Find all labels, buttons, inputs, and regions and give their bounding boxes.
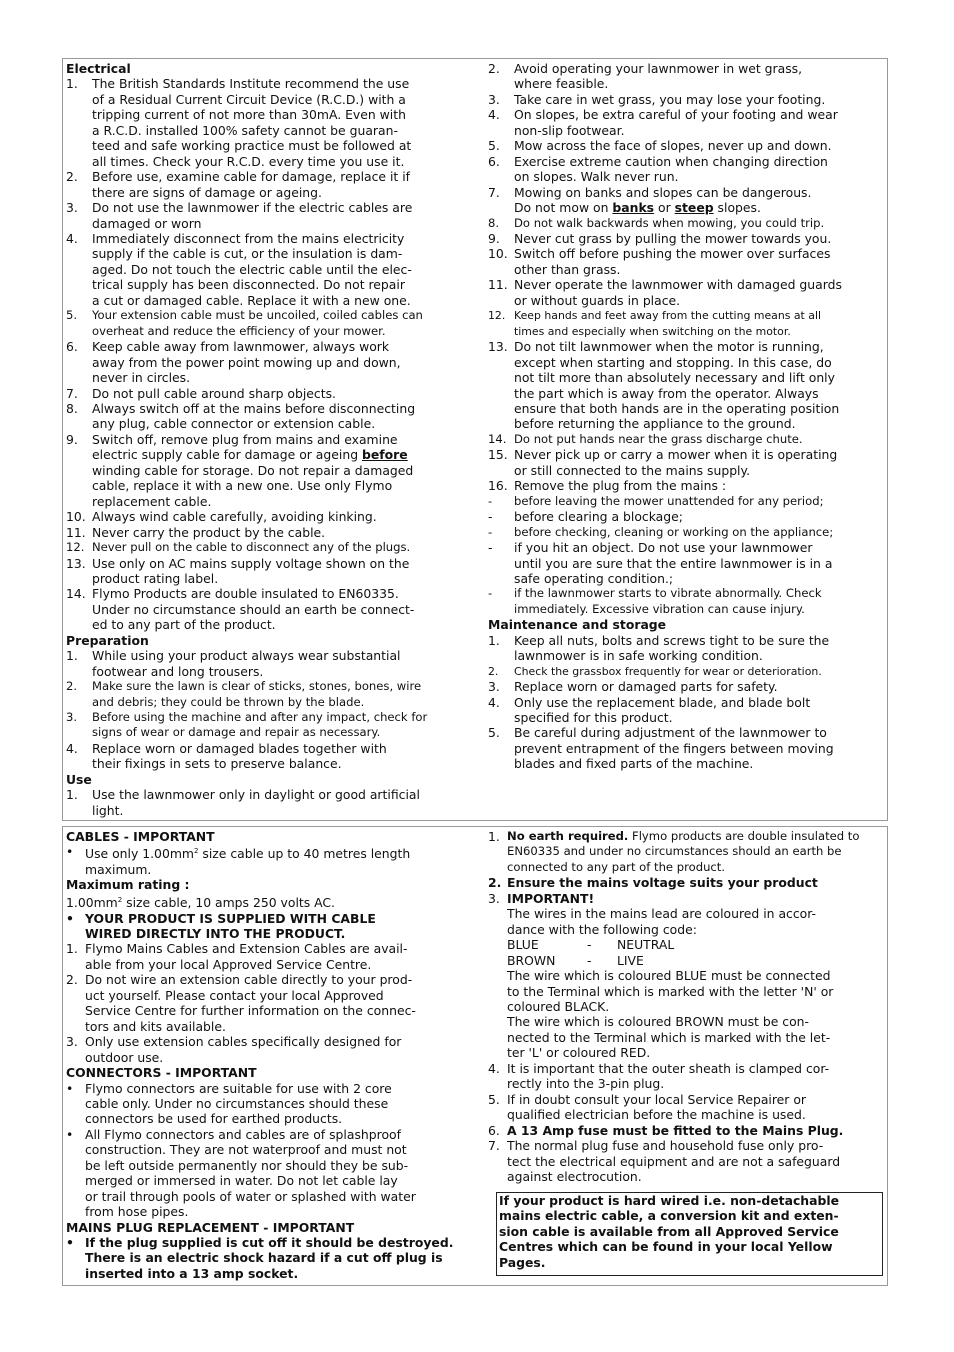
list-item: 2. Make sure the lawn is clear of sticks, stones, bones, wire and debris; they could be thrown by the blade. — [66, 679, 422, 709]
list-item: 6. Keep cable away from lawnmower, always work away from the power point mowing up and down, never in circles. — [66, 339, 401, 386]
list-item: 3. Only use extension cables specifically designed for outdoor use. — [66, 1034, 402, 1065]
list-item: 4. Replace worn or damaged blades together with their fixings in sets to preserve balance. — [66, 740, 387, 772]
dash-item: - if you hit an object. Do not use your lawnmower until you are sure that the entire lawnmower is in a safe operating condition.; — [488, 540, 833, 586]
bullet-item: • Use only $1.00mm^2$ size cable up to 40 metres length maximum. — [66, 844, 411, 878]
bullet-item: • YOUR PRODUCT IS SUPPLIED WITH CABLE WIRED DIRECTLY INTO THE PRODUCT. — [66, 910, 376, 941]
list-item: 5. Your extension cable must be uncoiled, coiled cables can overheat and reduce the efficiency of your mower. — [66, 308, 423, 338]
list-item: 1. The British Standards Institute recommend the use of a Residual Current Circuit Device (R.C.D.) with a tripping current of not more than 30mA. Even with a R.C.D. installed 100% safety cannot be guaran- teed and safe working practice must be followed at all times. Check your R.C.D. every time you use it. — [66, 76, 412, 169]
list-item: 13. Do not tilt lawnmower when the motor is running, except when starting and stopping. In this case, do not tilt more than absolutely necessary and lift only the part which is away from the operator. Always ensure that both hands are in the operating position before returning the appliance to the ground. — [488, 339, 840, 432]
list-item: 3. Do not use the lawnmower if the electric cables are damaged or worn — [66, 200, 413, 231]
hard-wired-note: If your product is hard wired i.e. non-detachable mains electric cable, a conversion kit and exten- sion cable is available from all Approved Service Centres which can be found in your local Yellow Pages. — [496, 1192, 883, 1276]
list-item: 4. Only use the replacement blade, and blade bolt specified for this product. — [488, 694, 811, 726]
list-item: 11. Never operate the lawnmower with damaged guards or without guards in place. — [488, 277, 842, 308]
safety-instructions-box — [62, 58, 888, 821]
list-item: 14. Do not put hands near the grass discharge chute. — [488, 431, 803, 446]
bullet-item: • Flymo connectors are suitable for use with 2 core cable only. Under no circumstances should these connectors be used for earthed products. — [66, 1080, 392, 1127]
use-heading: Use — [66, 771, 92, 787]
list-item: 2. Before use, examine cable for damage, replace it if there are signs of damage or ageing. — [66, 169, 411, 200]
left-column — [66, 61, 464, 818]
connectors-heading: CONNECTORS - IMPORTANT — [66, 1065, 257, 1081]
electrical-heading: Electrical — [66, 61, 131, 76]
dash-item: - before leaving the mower unattended for any period; — [488, 493, 824, 508]
bullet-item: • All Flymo connectors and cables are of splashproof construction. They are not waterproof and must not be left outside permanently nor should they be sub- merged or immersed in water. Do not let cable lay or trail through pools of water or splashed with water from hose pipes. — [66, 1126, 416, 1220]
list-item: 6. A 13 Amp fuse must be fitted to the Mains Plug. — [488, 1122, 844, 1138]
list-item: 16. Remove the plug from the mains : — [488, 478, 727, 494]
cables-heading: CABLES - IMPORTANT — [66, 829, 215, 844]
list-item: 14. Flymo Products are double insulated to EN60335. Under no circumstance should an earth be connect- ed to any part of the product. — [66, 586, 415, 633]
list-item: 9. Switch off, remove plug from mains and examine electric supply cable for damage or ageing before winding cable for storage. Do not repair a damaged cable, replace it with a new one. Use only Flymo replacement cable. — [66, 431, 414, 509]
blue-wire-text: The wire which is coloured BLUE must be connected to the Terminal which is marked with the letter 'N' or coloured BLACK. — [507, 968, 834, 1014]
emphasis-banks: banks — [612, 200, 655, 216]
list-item: 2. Check the grassbox frequently for wear or deterioration. — [488, 664, 822, 678]
list-item: 1. Keep all nuts, bolts and screws tight to be sure the lawnmower is in safe working condition. — [488, 632, 830, 664]
dash-item: - if the lawnmower starts to vibrate abnormally. Check immediately. Excessive vibration can cause injury. — [488, 586, 822, 616]
emphasis-before: before — [362, 447, 408, 463]
list-item: 4. It is important that the outer sheath is clamped cor- rectly into the 3-pin plug. — [488, 1060, 830, 1092]
list-item: 9. Never cut grass by pulling the mower towards you. — [488, 230, 832, 246]
list-item: 2. Do not wire an extension cable directly to your prod- uct yourself. Please contact your local Approved Service Centre for further information on the connec- tors and kits available. — [66, 972, 416, 1034]
plug-heading: MAINS PLUG REPLACEMENT - IMPORTANT — [66, 1219, 355, 1235]
cables-plug-box — [62, 826, 888, 1286]
list-item: 3. IMPORTANT! — [488, 890, 595, 906]
brown-wire-text: The wire which is coloured BROWN must be con- nected to the Terminal which is marked with the let- ter 'L' or coloured RED. — [507, 1014, 831, 1061]
bullet-item: • If the plug supplied is cut off it should be destroyed. There is an electric shock hazard if a cut off plug is inserted into a 13 amp socket. — [66, 1235, 454, 1281]
left-column — [66, 829, 464, 1281]
list-item: 1. No earth required. Flymo products are double insulated to EN60335 and under no circumstances should an earth be connected to any part of the product. — [488, 829, 860, 874]
dash-item: - before checking, cleaning or working on the appliance; — [488, 524, 834, 539]
dash-item: - before clearing a blockage; — [488, 509, 683, 525]
list-item: 1. Use the lawnmower only in daylight or good artificial light. — [66, 787, 420, 818]
list-item: 8. Do not walk backwards when mowing, you could trip. — [488, 215, 825, 230]
list-item: 8. Always switch off at the mains before disconnecting any plug, cable connector or extension cable. — [66, 400, 416, 432]
list-item: 7. Mowing on banks and slopes can be dangerous. Do not mow on banks or steep slopes. — [488, 184, 812, 216]
list-item: 7. The normal plug fuse and household fuse only pro- tect the electrical equipment and are not a safeguard against electrocution. — [488, 1138, 841, 1184]
list-item: 6. Exercise extreme caution when changing direction on slopes. Walk never run. — [488, 153, 828, 185]
list-item: 3. Before using the machine and after any impact, check for signs of wear or damage and repair as necessary. — [66, 710, 428, 740]
list-item: 2. Ensure the mains voltage suits your product — [488, 875, 818, 891]
list-item: 13. Use only on AC mains supply voltage shown on the product rating label. — [66, 555, 410, 586]
list-item: 7. Do not pull cable around sharp objects. — [66, 385, 336, 401]
list-item: 3. Take care in wet grass, you may lose your footing. — [488, 91, 826, 107]
list-item: 2. Avoid operating your lawnmower in wet grass, where feasible. — [488, 61, 803, 92]
list-item: 3. Replace worn or damaged parts for safety. — [488, 679, 778, 695]
list-item: 12. Keep hands and feet away from the cutting means at all times and especially when switching on the motor. — [488, 309, 822, 338]
max-rating-heading: Maximum rating : — [66, 877, 190, 893]
rating-text: $1.00mm^2$ size cable, 10 amps 250 volts AC. — [66, 895, 335, 911]
list-item: 10. Switch off before pushing the mower over surfaces other than grass. — [488, 246, 831, 277]
preparation-heading: Preparation — [66, 632, 149, 648]
list-item: 4. Immediately disconnect from the mains electricity supply if the cable is cut, or the insulation is dam- aged. Do not touch the electric cable until the elec- trical supply has been disconnected. Do not repair a cut or damaged cable. Replace it with a new one. — [66, 230, 412, 308]
list-item: 5. If in doubt consult your local Service Repairer or qualified electrician before the machine is used. — [488, 1091, 807, 1123]
list-item: 5. Mow across the face of slopes, never up and down. — [488, 138, 832, 154]
list-item: 11. Never carry the product by the cable. — [66, 524, 326, 540]
wire-code-text: The wires in the mains lead are coloured in accor- dance with the following code: — [507, 906, 817, 937]
list-item: 4. On slopes, be extra careful of your footing and wear non-slip footwear. — [488, 107, 838, 138]
right-column — [488, 829, 886, 1184]
wire-code-row: BROWN - LIVE — [507, 952, 644, 968]
list-item: 5. Be careful during adjustment of the lawnmower to prevent entrapment of the fingers between moving blades and fixed parts of the machine. — [488, 725, 834, 772]
list-item: 12. Never pull on the cable to disconnect any of the plugs. — [66, 540, 411, 555]
right-column — [488, 61, 886, 772]
list-item: 10. Always wind cable carefully, avoiding kinking. — [66, 509, 377, 525]
list-item: 1. While using your product always wear substantial footwear and long trousers. — [66, 648, 401, 679]
list-item: 15. Never pick up or carry a mower when it is operating or still connected to the mains supply. — [488, 447, 838, 478]
maintenance-heading: Maintenance and storage — [488, 617, 667, 633]
list-item: 1. Flymo Mains Cables and Extension Cables are avail- able from your local Approved Service Centre. — [66, 941, 408, 972]
wire-code-row: BLUE - NEUTRAL — [507, 937, 675, 953]
emphasis-steep: steep — [674, 200, 714, 216]
